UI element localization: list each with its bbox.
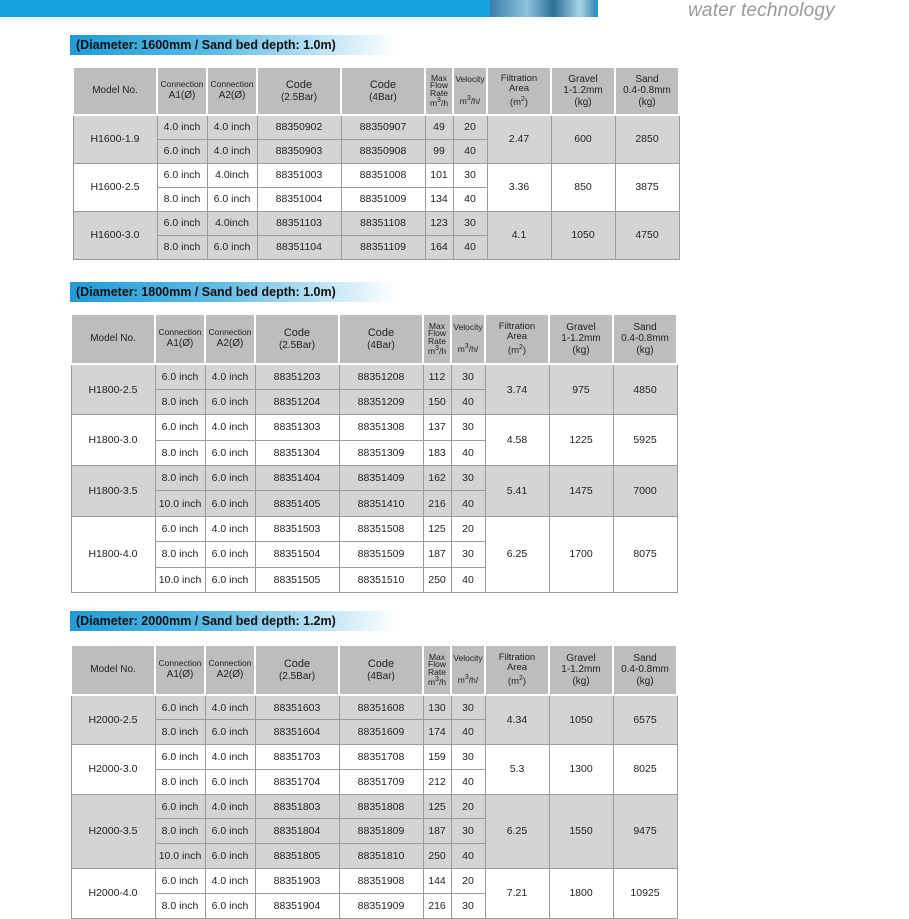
- code-25bar-cell: 88351003: [257, 163, 341, 187]
- code-25bar-cell: 88351904: [255, 893, 339, 918]
- velocity-cell: 40: [453, 235, 487, 259]
- filtration-area-cell: 2.47: [487, 115, 551, 163]
- header-max-flow-rate: Max Flow Rate $m^3/h$: [423, 645, 451, 695]
- gravel-cell: 1225: [549, 415, 613, 466]
- code-4bar-cell: 88351908: [339, 869, 423, 894]
- header-velocity: Velocity $m^3/h/$: [451, 645, 485, 695]
- connection-a1-cell: 6.0 inch: [157, 139, 207, 163]
- header-gravel: Gravel 1-1.2mm (kg): [549, 314, 613, 364]
- model-cell: H2000-3.5: [71, 794, 155, 868]
- connection-a1-cell: 8.0 inch: [157, 187, 207, 211]
- connection-a2-cell: 6.0 inch: [205, 769, 255, 794]
- gravel-cell: 1550: [549, 794, 613, 868]
- model-cell: H1800-3.0: [71, 415, 155, 466]
- velocity-cell: 30: [451, 745, 485, 770]
- code-25bar-cell: 88351903: [255, 869, 339, 894]
- filtration-area-cell: 6.25: [485, 794, 549, 868]
- header-sand: Sand 0.4-0.8mm (kg): [615, 67, 679, 115]
- code-25bar-cell: 88351704: [255, 769, 339, 794]
- flow-rate-cell: 101: [425, 163, 453, 187]
- connection-a2-cell: 4.0inch: [207, 163, 257, 187]
- code-4bar-cell: 88351308: [339, 415, 423, 440]
- connection-a1-cell: 8.0 inch: [157, 235, 207, 259]
- table-row: [71, 745, 677, 770]
- connection-a1-cell: 8.0 inch: [155, 893, 205, 918]
- flow-rate-cell: 164: [425, 235, 453, 259]
- header-connection-a1: Connection A1(Ø): [155, 645, 205, 695]
- table-row: [71, 415, 677, 440]
- connection-a2-cell: 6.0 inch: [205, 720, 255, 745]
- code-4bar-cell: 88351508: [339, 516, 423, 541]
- code-25bar-cell: 88351503: [255, 516, 339, 541]
- spec-table: [72, 66, 680, 260]
- connection-a1-cell: 8.0 inch: [155, 440, 205, 465]
- code-4bar-cell: 88351608: [339, 695, 423, 720]
- gravel-cell: 975: [549, 364, 613, 415]
- table-row: [73, 115, 679, 139]
- header-connection-a1: Connection A1(Ø): [155, 314, 205, 364]
- sand-cell: 9475: [613, 794, 677, 868]
- code-4bar-cell: 88351609: [339, 720, 423, 745]
- flow-rate-cell: 187: [423, 819, 451, 844]
- header-model: Model No.: [71, 314, 155, 364]
- filtration-area-cell: 5.3: [485, 745, 549, 795]
- section-heading: (Diameter: 1600mm / Sand bed depth: 1.0m): [70, 35, 396, 55]
- model-cell: H2000-3.0: [71, 745, 155, 795]
- table-row: [71, 364, 677, 389]
- filtration-area-cell: 4.58: [485, 415, 549, 466]
- sand-cell: 3875: [615, 163, 679, 211]
- code-4bar-cell: 88351208: [339, 364, 423, 389]
- table-row: [71, 516, 677, 541]
- gravel-cell: 1800: [549, 869, 613, 919]
- connection-a2-cell: 6.0 inch: [205, 893, 255, 918]
- connection-a2-cell: 4.0 inch: [207, 115, 257, 139]
- velocity-cell: 20: [451, 516, 485, 541]
- connection-a1-cell: 6.0 inch: [157, 211, 207, 235]
- header-code-25bar: Code (2.5Bar): [255, 645, 339, 695]
- code-25bar-cell: 88351804: [255, 819, 339, 844]
- model-cell: H1800-4.0: [71, 516, 155, 592]
- connection-a2-cell: 4.0 inch: [205, 695, 255, 720]
- header-photo: [490, 0, 596, 17]
- brand-tagline: water technology: [688, 0, 835, 21]
- connection-a2-cell: 4.0inch: [207, 211, 257, 235]
- connection-a2-cell: 6.0 inch: [205, 389, 255, 414]
- code-25bar-cell: 88351204: [255, 389, 339, 414]
- header-model: Model No.: [73, 67, 157, 115]
- connection-a2-cell: 4.0 inch: [205, 869, 255, 894]
- model-cell: H2000-4.0: [71, 869, 155, 919]
- connection-a2-cell: 6.0 inch: [205, 542, 255, 567]
- code-4bar-cell: 88351808: [339, 794, 423, 819]
- table-row: [73, 211, 679, 235]
- model-cell: H2000-2.5: [71, 695, 155, 745]
- gravel-cell: 1300: [549, 745, 613, 795]
- connection-a1-cell: 10.0 inch: [155, 567, 205, 592]
- connection-a2-cell: 6.0 inch: [205, 466, 255, 491]
- header-velocity: Velocity $m^3/h/$: [451, 314, 485, 364]
- code-25bar-cell: 88351405: [255, 491, 339, 516]
- code-25bar-cell: 88351203: [255, 364, 339, 389]
- model-cell: H1600-1.9: [73, 115, 157, 163]
- model-cell: H1800-2.5: [71, 364, 155, 415]
- code-25bar-cell: 88351104: [257, 235, 341, 259]
- code-25bar-cell: 88351304: [255, 440, 339, 465]
- flow-rate-cell: 216: [423, 491, 451, 516]
- header-gravel: Gravel 1-1.2mm (kg): [551, 67, 615, 115]
- filtration-area-cell: 3.74: [485, 364, 549, 415]
- velocity-cell: 30: [451, 819, 485, 844]
- filtration-area-cell: 4.1: [487, 211, 551, 259]
- sand-cell: 4850: [613, 364, 677, 415]
- code-25bar-cell: 88351803: [255, 794, 339, 819]
- code-25bar-cell: 88351703: [255, 745, 339, 770]
- code-4bar-cell: 88350908: [341, 139, 425, 163]
- flow-rate-cell: 250: [423, 567, 451, 592]
- connection-a1-cell: 6.0 inch: [155, 364, 205, 389]
- table-row: [71, 466, 677, 491]
- flow-rate-cell: 137: [423, 415, 451, 440]
- velocity-cell: 30: [453, 211, 487, 235]
- sand-cell: 8075: [613, 516, 677, 592]
- sand-cell: 6575: [613, 695, 677, 745]
- header-connection-a1: Connection A1(Ø): [157, 67, 207, 115]
- gravel-cell: 1475: [549, 466, 613, 517]
- filtration-area-cell: 5.41: [485, 466, 549, 517]
- velocity-cell: 30: [451, 893, 485, 918]
- code-25bar-cell: 88351604: [255, 720, 339, 745]
- connection-a1-cell: 6.0 inch: [155, 695, 205, 720]
- section-heading: (Diameter: 2000mm / Sand bed depth: 1.2m): [70, 611, 396, 631]
- connection-a2-cell: 6.0 inch: [205, 491, 255, 516]
- connection-a2-cell: 6.0 inch: [207, 235, 257, 259]
- code-4bar-cell: 88351108: [341, 211, 425, 235]
- gravel-cell: 850: [551, 163, 615, 211]
- flow-rate-cell: 123: [425, 211, 453, 235]
- flow-rate-cell: 216: [423, 893, 451, 918]
- header-connection-a2: Connection A2(Ø): [207, 67, 257, 115]
- connection-a2-cell: 6.0 inch: [205, 844, 255, 869]
- connection-a1-cell: 6.0 inch: [155, 794, 205, 819]
- code-4bar-cell: 88351510: [339, 567, 423, 592]
- connection-a1-cell: 6.0 inch: [155, 516, 205, 541]
- header-code-4bar: Code (4Bar): [339, 645, 423, 695]
- code-25bar-cell: 88351504: [255, 542, 339, 567]
- connection-a2-cell: 6.0 inch: [207, 187, 257, 211]
- header-connection-a2: Connection A2(Ø): [205, 314, 255, 364]
- gravel-cell: 1050: [551, 211, 615, 259]
- code-25bar-cell: 88351505: [255, 567, 339, 592]
- sand-cell: 2850: [615, 115, 679, 163]
- flow-rate-cell: 125: [423, 516, 451, 541]
- velocity-cell: 40: [451, 389, 485, 414]
- code-4bar-cell: 88351708: [339, 745, 423, 770]
- code-25bar-cell: 88351404: [255, 466, 339, 491]
- flow-rate-cell: 134: [425, 187, 453, 211]
- header-max-flow-rate: Max Flow Rate $m^3/h$: [425, 67, 453, 115]
- code-25bar-cell: 88351103: [257, 211, 341, 235]
- code-25bar-cell: 88351603: [255, 695, 339, 720]
- model-cell: H1800-3.5: [71, 466, 155, 517]
- velocity-cell: 40: [453, 139, 487, 163]
- filtration-area-cell: 3.36: [487, 163, 551, 211]
- flow-rate-cell: 174: [423, 720, 451, 745]
- connection-a1-cell: 8.0 inch: [155, 720, 205, 745]
- table-row: [73, 163, 679, 187]
- connection-a1-cell: 6.0 inch: [155, 869, 205, 894]
- code-4bar-cell: 88351809: [339, 819, 423, 844]
- code-25bar-cell: 88351805: [255, 844, 339, 869]
- section-heading: (Diameter: 1800mm / Sand bed depth: 1.0m): [70, 282, 396, 302]
- header-filtration-area: Filtration Area $(m^2)$: [485, 314, 549, 364]
- connection-a1-cell: 10.0 inch: [155, 844, 205, 869]
- table-row: [71, 794, 677, 819]
- flow-rate-cell: 187: [423, 542, 451, 567]
- connection-a2-cell: 4.0 inch: [205, 415, 255, 440]
- velocity-cell: 40: [451, 567, 485, 592]
- velocity-cell: 40: [451, 720, 485, 745]
- flow-rate-cell: 183: [423, 440, 451, 465]
- code-4bar-cell: 88351009: [341, 187, 425, 211]
- gravel-cell: 1700: [549, 516, 613, 592]
- connection-a1-cell: 10.0 inch: [155, 491, 205, 516]
- header-connection-a2: Connection A2(Ø): [205, 645, 255, 695]
- flow-rate-cell: 162: [423, 466, 451, 491]
- model-cell: H1600-2.5: [73, 163, 157, 211]
- filtration-area-cell: 6.25: [485, 516, 549, 592]
- flow-rate-cell: 159: [423, 745, 451, 770]
- header-sand: Sand 0.4-0.8mm (kg): [613, 314, 677, 364]
- flow-rate-cell: 212: [423, 769, 451, 794]
- filtration-area-cell: 4.34: [485, 695, 549, 745]
- spec-table: [70, 313, 678, 593]
- velocity-cell: 30: [453, 163, 487, 187]
- code-25bar-cell: 88351303: [255, 415, 339, 440]
- velocity-cell: 40: [453, 187, 487, 211]
- connection-a1-cell: 8.0 inch: [155, 389, 205, 414]
- connection-a2-cell: 4.0 inch: [205, 745, 255, 770]
- header-velocity: Velocity $m^3/h/$: [453, 67, 487, 115]
- header-sand: Sand 0.4-0.8mm (kg): [613, 645, 677, 695]
- header-code-25bar: Code (2.5Bar): [255, 314, 339, 364]
- connection-a1-cell: 8.0 inch: [155, 466, 205, 491]
- flow-rate-cell: 125: [423, 794, 451, 819]
- sand-cell: 5925: [613, 415, 677, 466]
- sand-cell: 4750: [615, 211, 679, 259]
- velocity-cell: 30: [451, 466, 485, 491]
- connection-a1-cell: 6.0 inch: [155, 745, 205, 770]
- velocity-cell: 30: [451, 542, 485, 567]
- code-4bar-cell: 88351309: [339, 440, 423, 465]
- code-4bar-cell: 88351109: [341, 235, 425, 259]
- gravel-cell: 600: [551, 115, 615, 163]
- code-4bar-cell: 88351008: [341, 163, 425, 187]
- velocity-cell: 40: [451, 491, 485, 516]
- code-25bar-cell: 88350902: [257, 115, 341, 139]
- connection-a2-cell: 4.0 inch: [205, 364, 255, 389]
- spec-table: [70, 644, 678, 919]
- connection-a1-cell: 8.0 inch: [155, 769, 205, 794]
- flow-rate-cell: 130: [423, 695, 451, 720]
- model-cell: H1600-3.0: [73, 211, 157, 259]
- header-filtration-area: Filtration Area $(m^2)$: [485, 645, 549, 695]
- flow-rate-cell: 250: [423, 844, 451, 869]
- code-4bar-cell: 88351509: [339, 542, 423, 567]
- flow-rate-cell: 112: [423, 364, 451, 389]
- flow-rate-cell: 144: [423, 869, 451, 894]
- velocity-cell: 20: [451, 869, 485, 894]
- sand-cell: 8025: [613, 745, 677, 795]
- velocity-cell: 40: [451, 769, 485, 794]
- connection-a1-cell: 6.0 inch: [155, 415, 205, 440]
- connection-a2-cell: 4.0 inch: [205, 516, 255, 541]
- code-4bar-cell: 88351709: [339, 769, 423, 794]
- connection-a2-cell: 6.0 inch: [205, 440, 255, 465]
- sand-cell: 10925: [613, 869, 677, 919]
- flow-rate-cell: 99: [425, 139, 453, 163]
- code-25bar-cell: 88350903: [257, 139, 341, 163]
- velocity-cell: 20: [453, 115, 487, 139]
- velocity-cell: 30: [451, 364, 485, 389]
- connection-a2-cell: 4.0 inch: [205, 794, 255, 819]
- code-4bar-cell: 88351810: [339, 844, 423, 869]
- connection-a2-cell: 6.0 inch: [205, 567, 255, 592]
- connection-a2-cell: 6.0 inch: [205, 819, 255, 844]
- table-row: [71, 869, 677, 894]
- filtration-area-cell: 7.21: [485, 869, 549, 919]
- flow-rate-cell: 49: [425, 115, 453, 139]
- header-max-flow-rate: Max Flow Rate $m^3/h$: [423, 314, 451, 364]
- connection-a1-cell: 8.0 inch: [155, 819, 205, 844]
- header-code-4bar: Code (4Bar): [339, 314, 423, 364]
- code-4bar-cell: 88351909: [339, 893, 423, 918]
- header-code-25bar: Code (2.5Bar): [257, 67, 341, 115]
- header-filtration-area: Filtration Area $(m^2)$: [487, 67, 551, 115]
- velocity-cell: 40: [451, 440, 485, 465]
- code-4bar-cell: 88351209: [339, 389, 423, 414]
- velocity-cell: 30: [451, 695, 485, 720]
- header-code-4bar: Code (4Bar): [341, 67, 425, 115]
- connection-a1-cell: 4.0 inch: [157, 115, 207, 139]
- gravel-cell: 1050: [549, 695, 613, 745]
- code-4bar-cell: 88351409: [339, 466, 423, 491]
- sand-cell: 7000: [613, 466, 677, 517]
- velocity-cell: 30: [451, 415, 485, 440]
- velocity-cell: 40: [451, 844, 485, 869]
- code-25bar-cell: 88351004: [257, 187, 341, 211]
- header-gravel: Gravel 1-1.2mm (kg): [549, 645, 613, 695]
- connection-a1-cell: 8.0 inch: [155, 542, 205, 567]
- header-model: Model No.: [71, 645, 155, 695]
- connection-a2-cell: 4.0 inch: [207, 139, 257, 163]
- table-row: [71, 695, 677, 720]
- connection-a1-cell: 6.0 inch: [157, 163, 207, 187]
- code-4bar-cell: 88351410: [339, 491, 423, 516]
- flow-rate-cell: 150: [423, 389, 451, 414]
- code-4bar-cell: 88350907: [341, 115, 425, 139]
- velocity-cell: 20: [451, 794, 485, 819]
